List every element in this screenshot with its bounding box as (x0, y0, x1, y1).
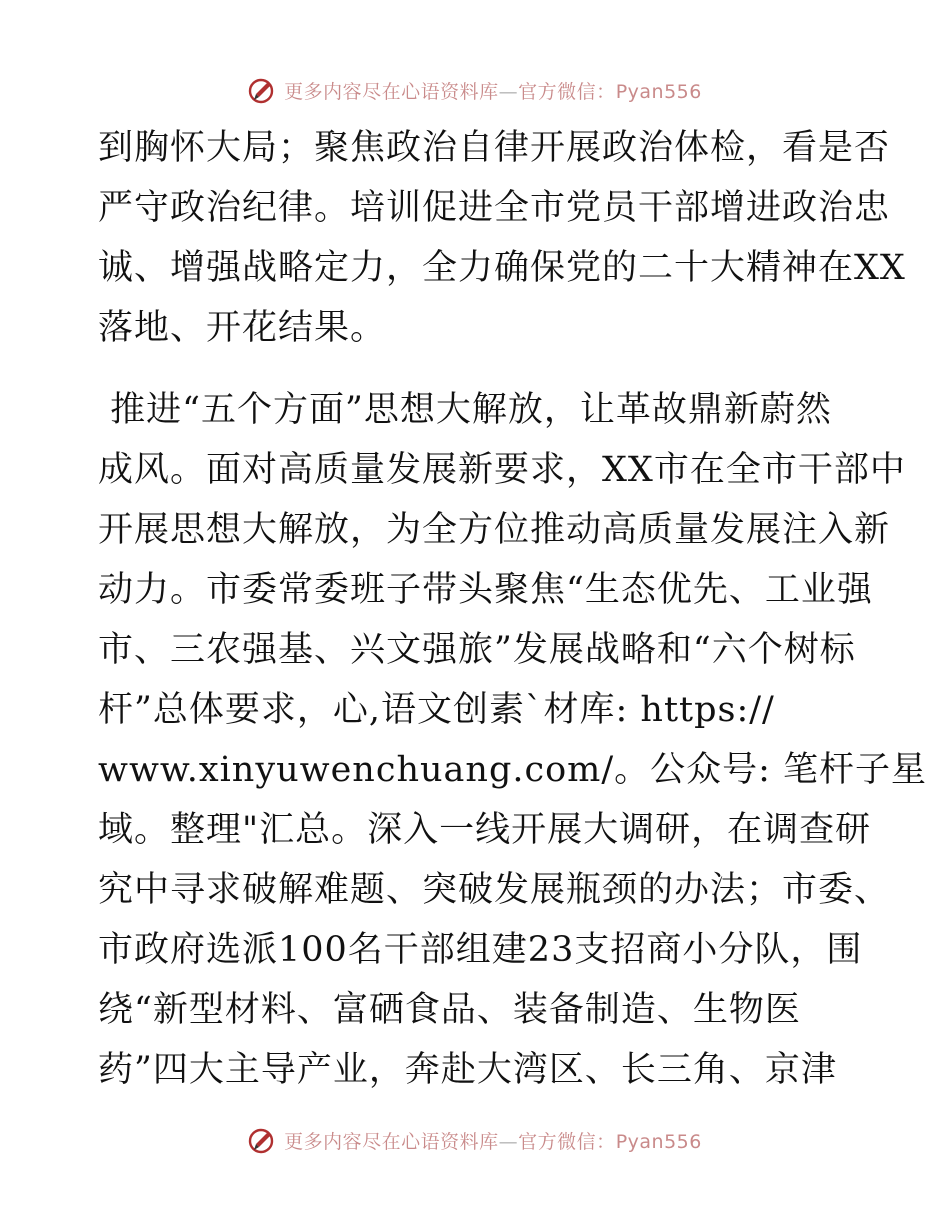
header-banner-title: 更多内容尽在心语资料库 (284, 80, 499, 103)
brand-logo-icon (248, 1125, 278, 1155)
paragraph-line: 开展思想大解放，为全方位推动高质量发展注入新 (98, 510, 891, 550)
paragraph-line: 市、三农强基、兴文强旅”发展战略和“六个树标 (98, 630, 856, 670)
footer-banner-title: 更多内容尽在心语资料库 (284, 1130, 499, 1153)
footer-banner (0, 1120, 950, 1160)
paragraph-line: 动力。市委常委班子带头聚焦“生态优先、工业强 (98, 570, 873, 610)
paragraph-line: 落地、开花结果。 (98, 308, 387, 348)
footer-banner-separator: — (498, 1130, 519, 1153)
header-banner-handle: Pyan556 (615, 80, 702, 103)
paragraph-1 (98, 118, 906, 358)
header-banner (0, 70, 950, 110)
paragraph-line: 绕“新型材料、富硒食品、装备制造、生物医 (98, 990, 801, 1030)
paragraph-line: 严守政治纪律。培训促进全市党员干部增进政治忠 (98, 188, 891, 228)
header-banner-separator: — (498, 80, 519, 103)
paragraph-line: 药”四大主导产业，奔赴大湾区、长三角、京津 (98, 1050, 837, 1090)
paragraph-line: 诚、增强战略定力，全力确保党的二十大精神在XX (98, 248, 906, 288)
paragraph-line: 域。整理"汇总。深入一线开展大调研，在调查研 (98, 810, 872, 850)
paragraph-line: 到胸怀大局；聚焦政治自律开展政治体检，看是否 (98, 128, 891, 168)
paragraph-line: 究中寻求破解难题、突破发展瓶颈的办法；市委、 (98, 870, 891, 910)
brand-logo-icon (248, 75, 278, 105)
paragraph-line: 成风。面对高质量发展新要求，XX市在全市干部中 (98, 450, 906, 490)
footer-banner-official: 官方微信： (518, 1130, 616, 1153)
paragraph-line: 推进“五个方面”思想大解放，让革故鼎新蔚然 (98, 390, 832, 430)
document-body (98, 118, 928, 1100)
paragraph-line: 杆”总体要求，心,语文创素`材库: https:// (98, 690, 775, 730)
paragraph-line: 市政府选派100名干部组建23支招商小分队，围 (98, 930, 863, 970)
footer-banner-handle: Pyan556 (615, 1130, 702, 1153)
header-banner-official: 官方微信： (518, 80, 616, 103)
paragraph-2 (98, 380, 928, 1100)
footer-banner-text (284, 1127, 702, 1154)
paragraph-line: www.xinyuwenchuang.com/。公众号: 笔杆子星 (98, 750, 928, 790)
header-banner-text (284, 77, 702, 104)
